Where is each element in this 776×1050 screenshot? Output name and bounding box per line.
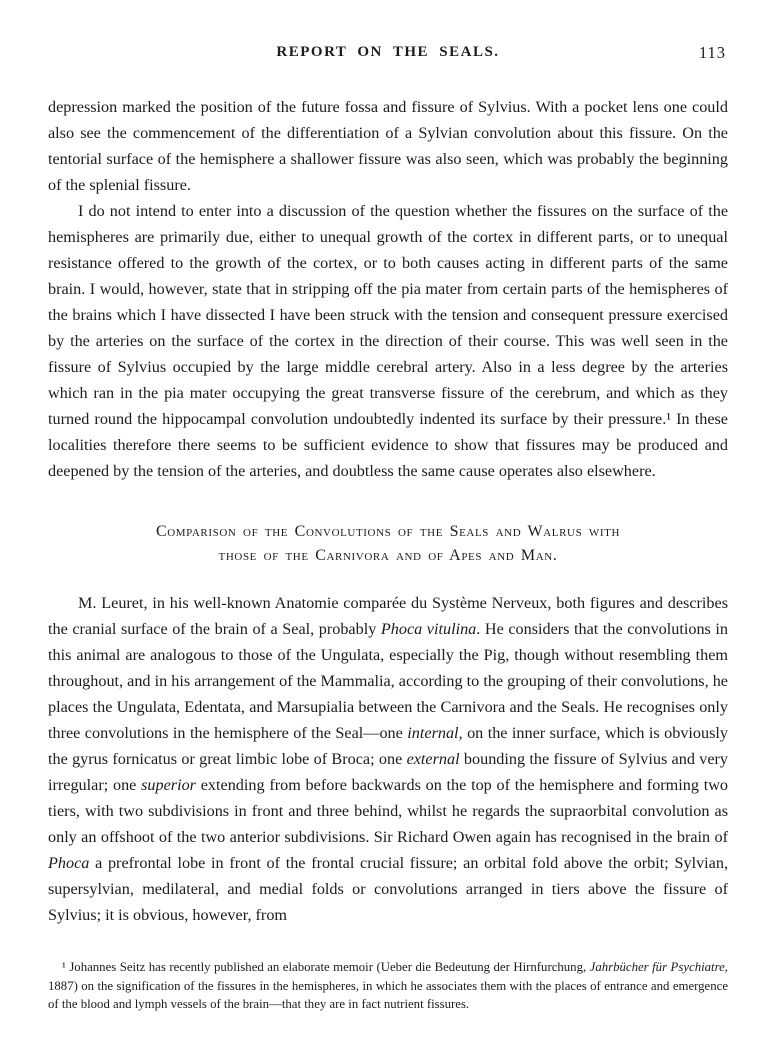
section-heading — [48, 520, 728, 568]
paragraph: M. Leuret, in his well-known Anatomie comparée du Système Nerveux, both figures and describes the cranial surface of the brain of a Seal, probably Phoca vitulina. He considers that the convolutions in this animal are analogous to those of the Ungulata, especially the Pig, though without resembling them throughout, and in his arrangement of the Mammalia, according to the grouping of their convolutions, he places the Ungulata, Edentata, and Marsupialia between the Carnivora and the Seals. He recognises only three convolutions in the hemisphere of the Seal—one internal, on the inner surface, which is obviously the gyrus fornicatus or great limbic lobe of Broca; one external bounding the fissure of Sylvius and very irregular; one superior extending from before backwards on the top of the hemisphere and forming two tiers, with two subdivisions in front and three behind, whilst he regards the supraorbital convolution as only an offshoot of the two anterior subdivisions. Sir Richard Owen again has recognised in the brain of Phoca a prefrontal lobe in front of the frontal crucial fissure; an orbital fold above the orbit; Sylvian, supersylvian, medilateral, and medial folds or convolutions arranged in tiers above the fissure of Sylvius; it is obvious, however, from — [48, 594, 729, 924]
paragraph: I do not intend to enter into a discussion of the question whether the fissures on the surface of the hemispheres are primarily due, either to unequal growth of the cortex in different parts, or to unequal resistance offered to the growth of the cortex, or to both causes acting in different parts of the same brain. I would, however, state that in stripping off the pia mater from certain parts of the hemispheres of the brains which I have dissected I have been struck with the tension and consequent pressure exercised by the arteries on the surface of the cortex in the direction of their course. This was well seen in the fissure of Sylvius occupied by the large middle cerebral artery. Also in a less degree by the arteries which ran in the pia mater occupying the great transverse fissure of the cerebrum, and which as they turned round the hippocampal convolution undoubtedly indented its surface by their pressure.¹ In these localities therefore there seems to be sufficient evidence to show that fissures may be produced and deepened by the tension of the arteries, and doubtless the same cause operates also elsewhere. — [48, 202, 728, 480]
footnote: ¹ Johannes Seitz has recently published an elaborate memoir (Ueber die Bedeutung der Hirnfurchung, Jahrbücher für Psychiatre, 1887) on the signification of the fissures in the hemispheres, in which he associates them with the places of entrance and emergence of the blood and lymph vessels of the brain—that they are in fact nutrient fissures. — [48, 960, 728, 1011]
paragraph-continuation: depression marked the position of the future fossa and fissure of Sylvius. With a pocket lens one could also see the commencement of the differentiation of a Sylvian convolution about this fissure. On the tentorial surface of the hemisphere a shallower fissure was also seen, which was probably the beginning of the splenial fissure. — [48, 98, 728, 194]
body-text — [48, 94, 728, 928]
page-title: REPORT ON THE SEALS. — [276, 44, 500, 60]
running-header — [48, 44, 728, 68]
section-heading-line-2: those of the Carnivora and of Apes and Man. — [218, 547, 558, 564]
section-heading-line-1: Comparison of the Convolutions of the Seals and Walrus with — [155, 523, 621, 540]
page-number: 113 — [698, 43, 726, 62]
